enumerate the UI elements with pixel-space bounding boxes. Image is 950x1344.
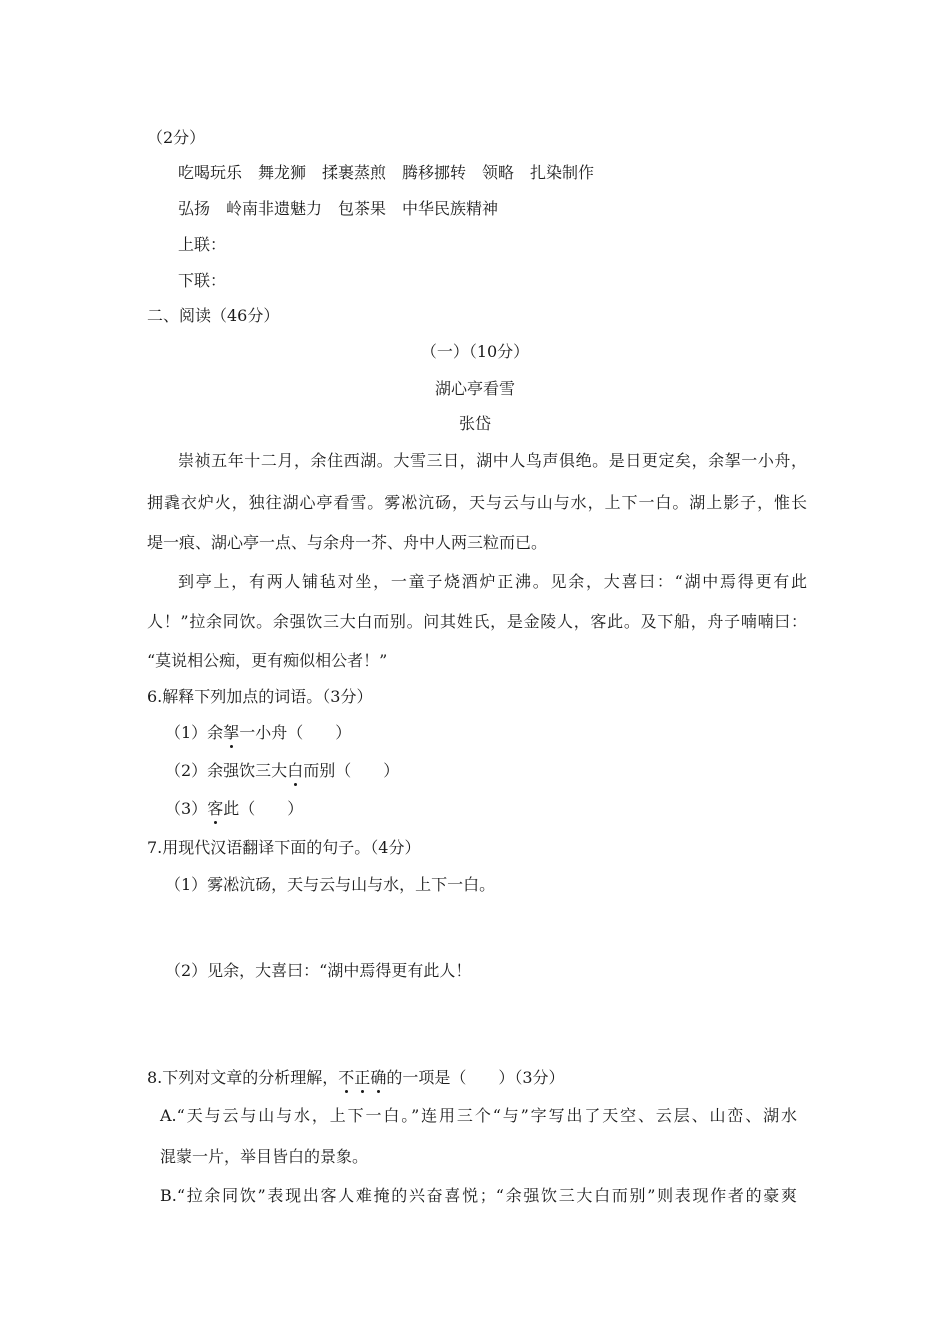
q7-stem: 7.用现代汉语翻译下面的句子。（4分） [147,838,421,857]
lower-line-label: 下联： [178,271,227,290]
q8-stem-post: 的一项是（ ）（3分） [386,1068,565,1087]
couplet-words-row2: 弘扬 岭南非遗魅力 包茶果 中华民族精神 [178,199,499,218]
passage-p2-line3: “莫说相公痴，更有痴似相公者！” [147,651,388,670]
q6-item-1-dotted-word: 挐 [223,723,240,742]
q6-item-3 [165,799,303,821]
part-heading: （一）（10分） [420,342,530,361]
passage-p2-line2: 人！”拉余同饮。余强饮三大白而别。问其姓氏，是金陵人，客此。及下船，舟子喃喃曰： [147,612,807,631]
q6-item-3-pre: （3） [165,799,208,818]
q6-item-2-pre: （2）余强饮三大 [165,761,288,780]
section-heading: 二、阅读（46分） [147,306,280,325]
q8-option-a-line1: A.“天与云与山与水，上下一白。”连用三个“与”字写出了天空、云层、山峦、湖水 [160,1106,797,1125]
q6-item-2-post: 而别（ ） [303,761,400,780]
q6-item-1-pre: （1）余 [165,723,224,742]
q8-stem-pre: 8.下列对文章的分析理解， [147,1068,339,1087]
q8-option-a-line2: 混蒙一片，举目皆白的景象。 [160,1147,369,1166]
q6-item-3-post: 此（ ） [223,799,304,818]
q6-item-1 [165,723,351,745]
passage-p2-line1: 到亭上，有两人铺毡对坐，一童子烧酒炉正沸。见余，大喜曰：“湖中焉得更有此 [178,572,807,591]
couplet-score: （2分） [147,128,206,147]
q6-item-1-post: 一小舟（ ） [239,723,352,742]
q7-item-2: （2）见余，大喜曰：“湖中焉得更有此人！ [165,961,472,980]
q6-item-2 [165,761,399,783]
q8-option-b-line1: B.“拉余同饮”表现出客人难掩的兴奋喜悦；“余强饮三大白而别”则表现作者的豪爽 [160,1186,797,1205]
q8-stem-dotted-2: 正 [354,1068,371,1087]
passage-title: 湖心亭看雪 [434,379,515,398]
passage-p1-line3: 堤一痕、湖心亭一点、与余舟一芥、舟中人两三粒而已。 [147,533,548,552]
q6-item-2-dotted-word: 白 [287,761,304,780]
q6-item-3-dotted-word: 客 [207,799,224,818]
q7-item-1: （1）雾凇沆砀，天与云与山与水，上下一白。 [165,875,496,894]
passage-author: 张岱 [458,414,491,433]
q8-stem-dotted-1: 不 [338,1068,355,1087]
q8-stem [147,1068,565,1090]
passage-p1-line2: 拥毳衣炉火，独往湖心亭看雪。雾凇沆砀，天与云与山与水，上下一白。湖上影子，惟长 [147,493,807,512]
q8-stem-dotted-3: 确 [370,1068,387,1087]
upper-line-label: 上联： [178,235,227,254]
q6-stem: 6.解释下列加点的词语。（3分） [147,687,373,706]
passage-p1-line1: 崇祯五年十二月，余住西湖。大雪三日，湖中人鸟声俱绝。是日更定矣，余挐一小舟， [178,451,807,470]
couplet-words-row1: 吃喝玩乐 舞龙狮 揉裹蒸煎 腾移挪转 领略 扎染制作 [178,163,595,182]
